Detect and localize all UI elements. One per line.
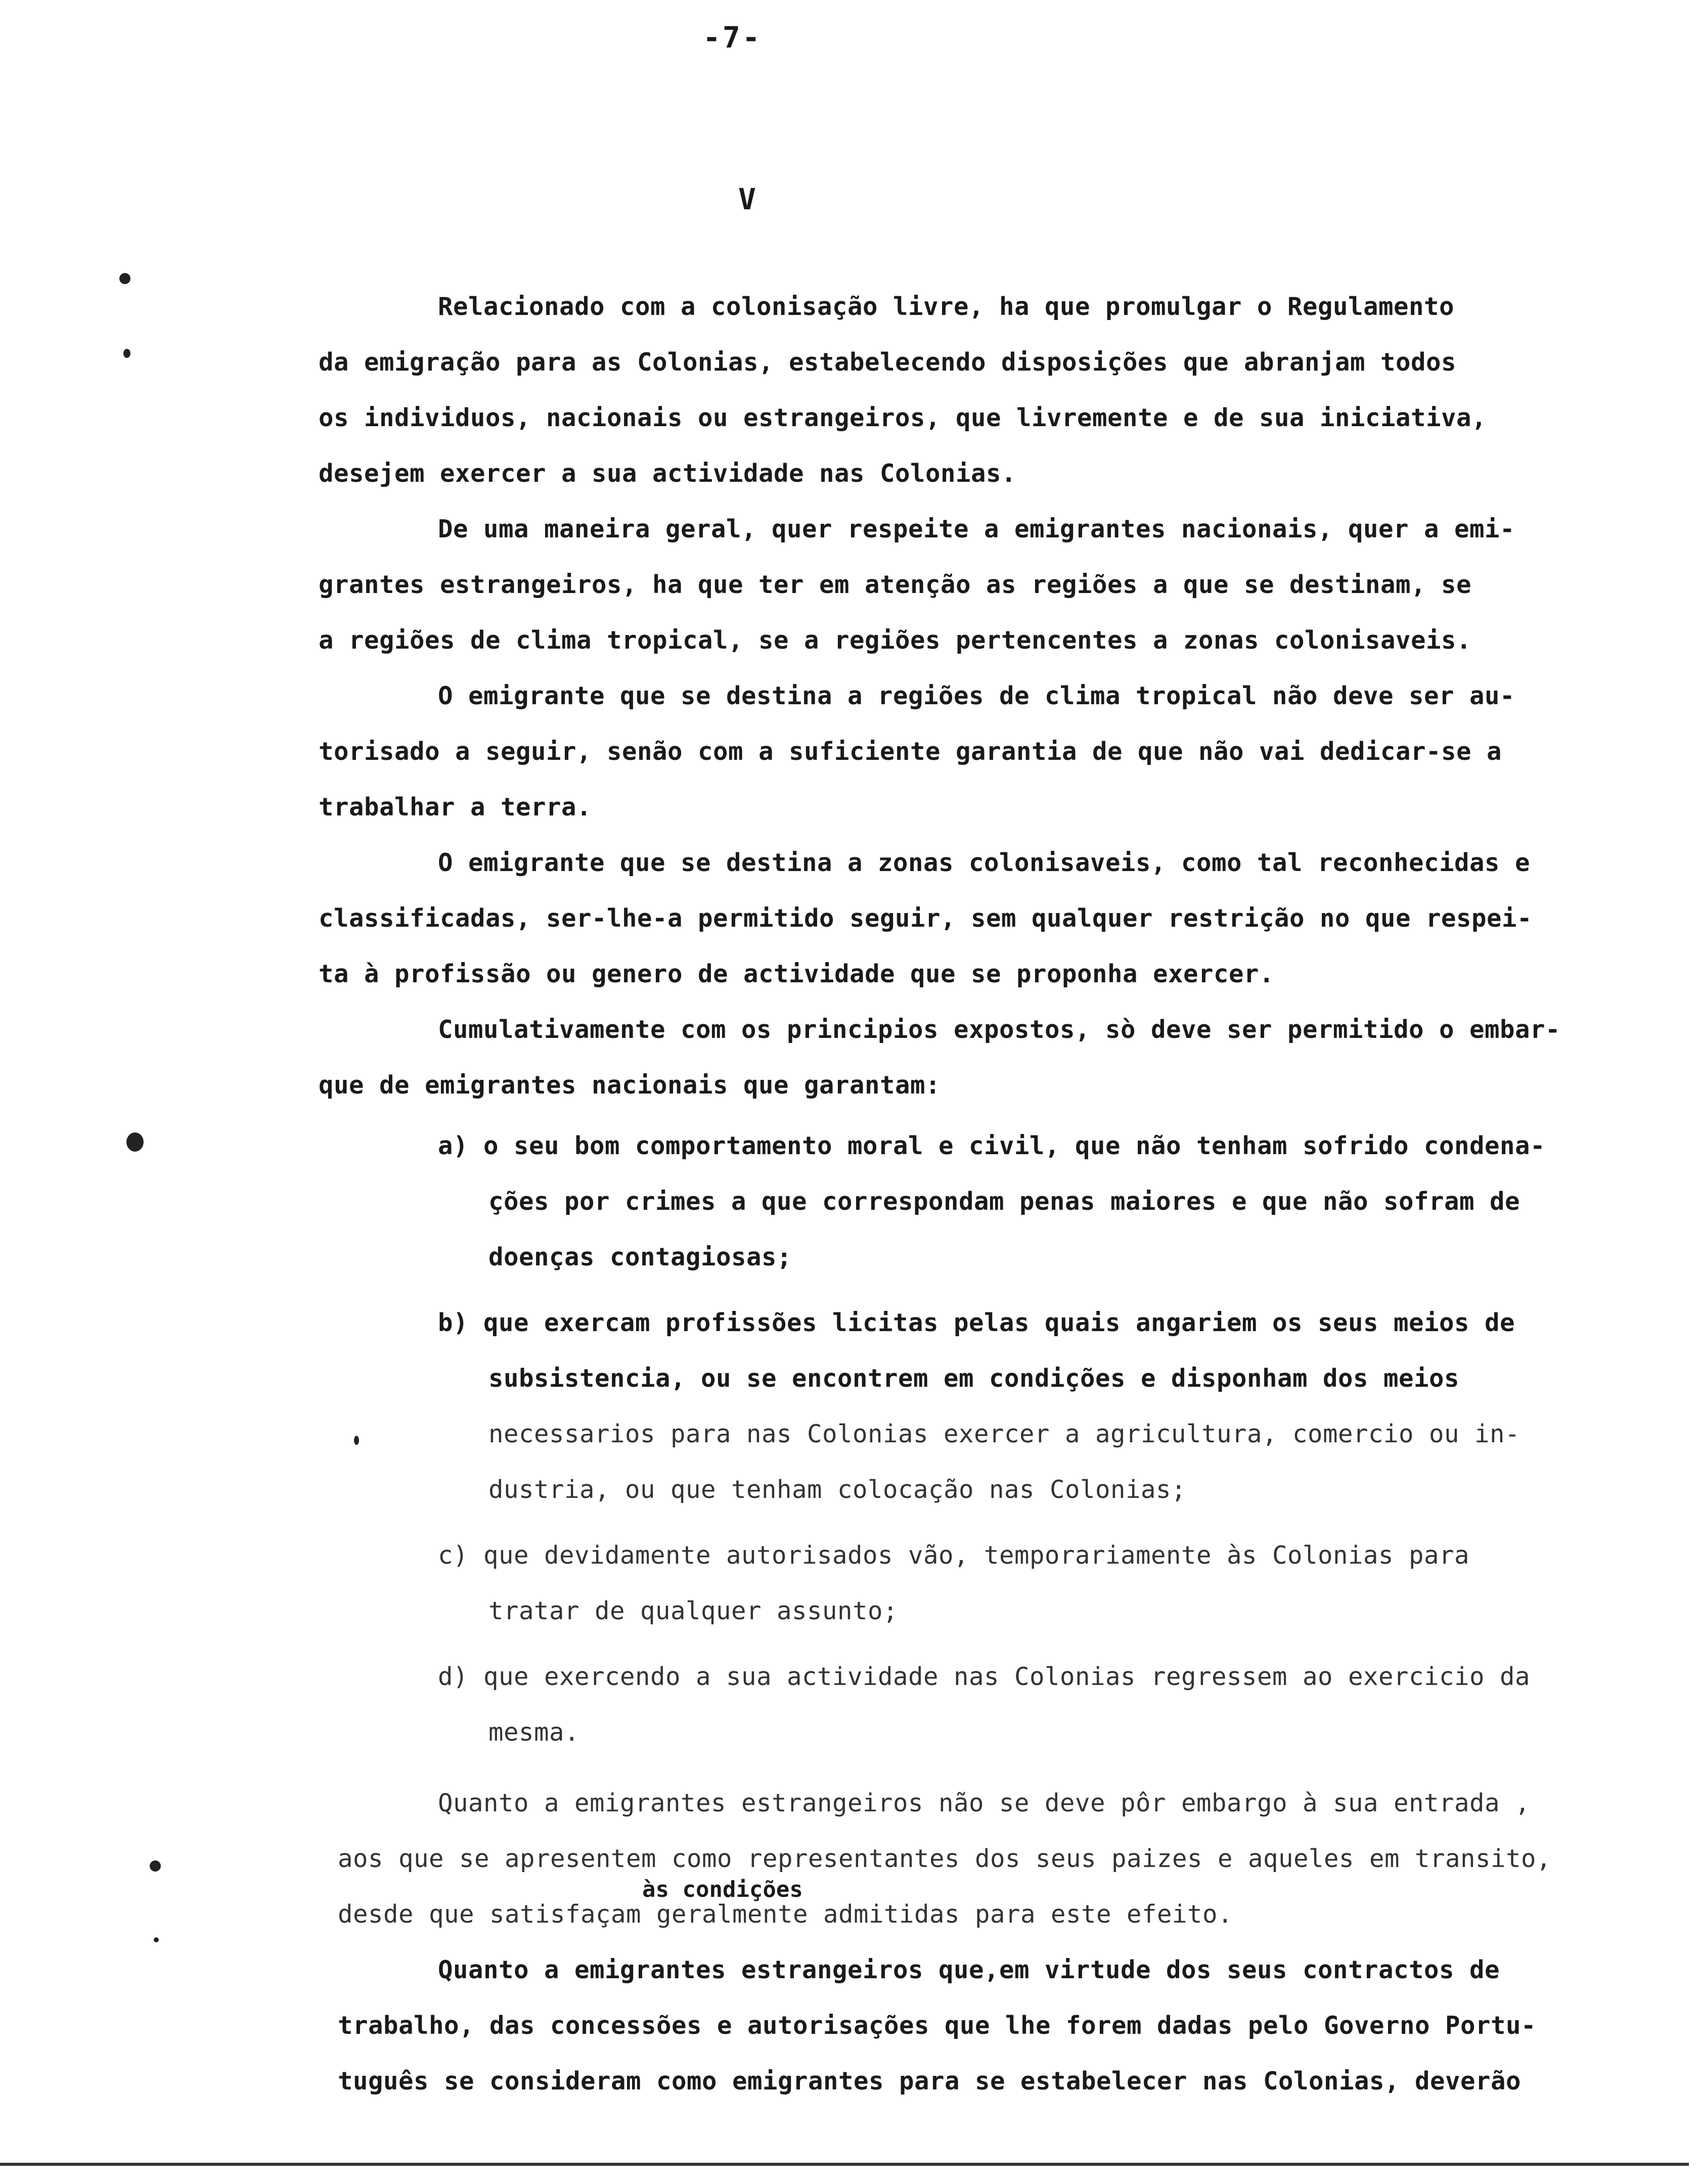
margin-speck (126, 1132, 144, 1152)
text-line: torisado a seguir, senão com a suficiente garantia de que não vai dedicar-se a (319, 737, 1502, 766)
text-line: Quanto a emigrantes estrangeiros que,em virtude dos seus contractos de (438, 1955, 1500, 1984)
text-line: necessarios para nas Colonias exercer a agricultura, comercio ou in- (488, 1420, 1521, 1448)
margin-speck (150, 1860, 161, 1872)
text-line: doenças contagiosas; (488, 1243, 792, 1271)
margin-speck (354, 1436, 359, 1445)
text-line: dustria, ou que tenham colocação nas Colonias; (488, 1475, 1187, 1504)
list-item-c: c) que devidamente autorisados vão, temporariamente às Colonias para (438, 1541, 1470, 1570)
text-line: que de emigrantes nacionais que garantam: (319, 1071, 941, 1100)
text-line: desde que satisfaçam geralmente admitidas para este efeito. (338, 1900, 1233, 1929)
interlinear-insert: às condições (642, 1877, 803, 1902)
text-line: a regiões de clima tropical, se a regiões pertencentes a zonas colonisaveis. (319, 626, 1472, 655)
text-line: desejem exercer a sua actividade nas Colonias. (319, 459, 1017, 488)
text-line: De uma maneira geral, quer respeite a emigrantes nacionais, quer a emi- (438, 515, 1515, 543)
text-line: classificadas, ser-lhe-a permitido seguir, sem qualquer restrição no que respei- (319, 904, 1533, 933)
text-line: grantes estrangeiros, ha que ter em atenção as regiões a que se destinam, se (319, 570, 1472, 599)
text-line: mesma. (488, 1718, 580, 1747)
bottom-rule (0, 2163, 1689, 2166)
page-number: -7- (703, 20, 762, 55)
text-line: os individuos, nacionais ou estrangeiros, que livremente e de sua iniciativa, (319, 403, 1487, 432)
text-line: tratar de qualquer assunto; (488, 1597, 899, 1625)
text-line: tuguês se consideram como emigrantes para se estabelecer nas Colonias, deverão (338, 2067, 1522, 2096)
list-item-a: a) o seu bom comportamento moral e civil, que não tenham sofrido condena- (438, 1131, 1546, 1160)
text-line: Quanto a emigrantes estrangeiros não se deve pôr embargo à sua entrada , (438, 1789, 1531, 1817)
text-line: aos que se apresentem como representantes dos seus paizes e aqueles em transito, (338, 1844, 1552, 1873)
list-item-b: b) que exercam profissões licitas pelas quais angariem os seus meios de (438, 1308, 1515, 1337)
margin-speck (119, 273, 130, 284)
text-line: Cumulativamente com os principios expostos, sò deve ser permitido o embar- (438, 1015, 1561, 1044)
text-line: ta à profissão ou genero de actividade que se proponha exercer. (319, 960, 1275, 988)
text-line: subsistencia, ou se encontrem em condições e disponham dos meios (488, 1364, 1460, 1393)
text-line: da emigração para as Colonias, estabelecendo disposições que abranjam todos (319, 348, 1457, 377)
margin-speck (123, 349, 130, 358)
margin-speck (154, 1937, 159, 1942)
text-line: Relacionado com a colonisação livre, ha que promulgar o Regulamento (438, 292, 1455, 321)
list-item-d: d) que exercendo a sua actividade nas Colonias regressem ao exercicio da (438, 1662, 1531, 1691)
text-line: O emigrante que se destina a zonas colonisaveis, como tal reconhecidas e (438, 848, 1531, 877)
section-number: V (738, 182, 756, 216)
text-line: trabalhar a terra. (319, 793, 592, 822)
text-line: O emigrante que se destina a regiões de clima tropical não deve ser au- (438, 681, 1515, 710)
text-line: ções por crimes a que correspondam penas maiores e que não sofram de (488, 1187, 1521, 1216)
text-line: trabalho, das concessões e autorisações que lhe forem dadas pelo Governo Portu- (338, 2011, 1537, 2040)
